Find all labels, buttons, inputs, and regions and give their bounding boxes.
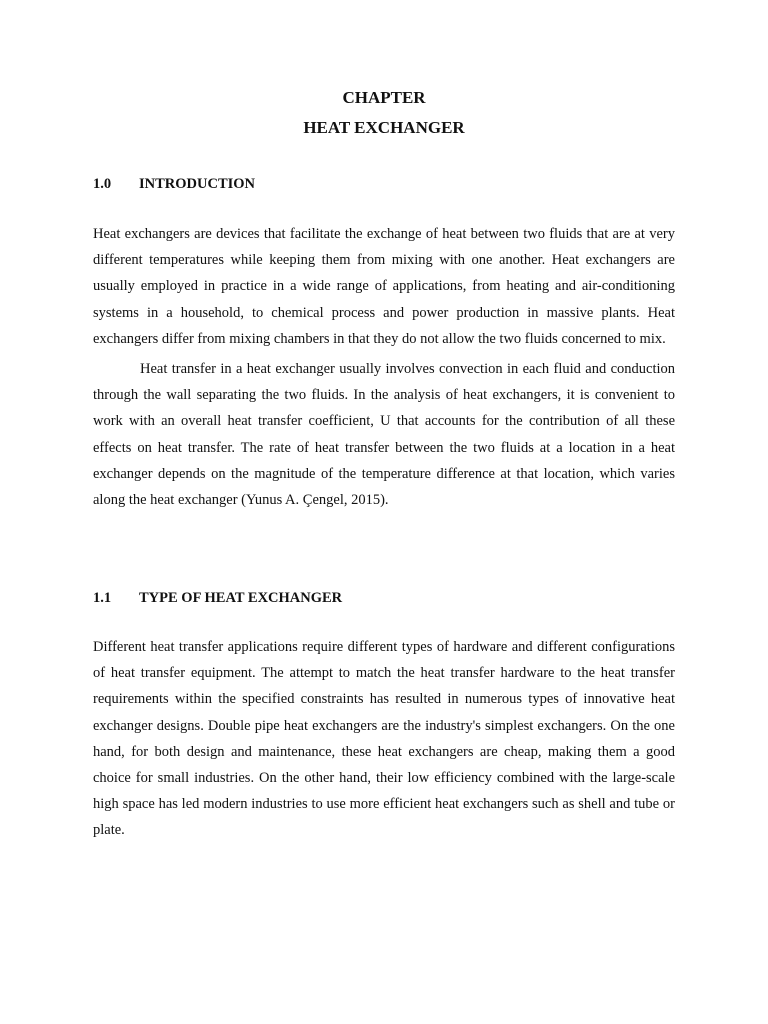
paragraph-types-1: Different heat transfer applications require different types of hardware and different configurations of heat transfer equipment. The attempt to match the heat transfer hardware to the heat transfer requirements within the specified constraints has resulted in numerous types of innovative heat exchanger designs. Double pipe heat exchangers are the industry's simplest exchangers. On the one hand, for both design and maintenance, these heat exchangers are cheap, making them a good choice for small industries. On the other hand, their low efficiency combined with the large-scale high space has led modern industries to use more efficient heat exchangers such as shell and tube or plate. (93, 639, 675, 839)
chapter-title: HEAT EXCHANGER (303, 118, 465, 137)
chapter-label: CHAPTER (342, 88, 426, 107)
paragraph-introduction-2: Heat transfer in a heat exchanger usually involves convection in each fluid and conduction through the wall separating the two fluids. In the analysis of heat exchangers, it is convenient to work with an overall heat transfer coefficient, U that accounts for the contribution of all these effects on heat transfer. The rate of heat transfer between the two fluids at a location in a heat exchanger depends on the magnitude of the temperature difference at that location, which varies along the heat exchanger (Yunus A. Çengel, 2015). (93, 361, 675, 509)
section-heading-types (93, 588, 342, 608)
section-title: TYPE OF HEAT EXCHANGER (139, 590, 343, 606)
section-number: 1.0 (93, 176, 112, 192)
section-title: INTRODUCTION (139, 176, 256, 192)
paragraph-introduction-1: Heat exchangers are devices that facilitate the exchange of heat between two fluids that are at very different temperatures while keeping them from mixing with one another. Heat exchangers are usually employed in practice in a wide range of applications, from heating and air-conditioning systems in a household, to chemical process and power production in massive plants. Heat exchangers differ from mixing chambers in that they do not allow the two fluids concerned to mix. (93, 226, 675, 347)
section-number: 1.1 (93, 590, 112, 606)
section-heading-introduction (93, 174, 255, 194)
